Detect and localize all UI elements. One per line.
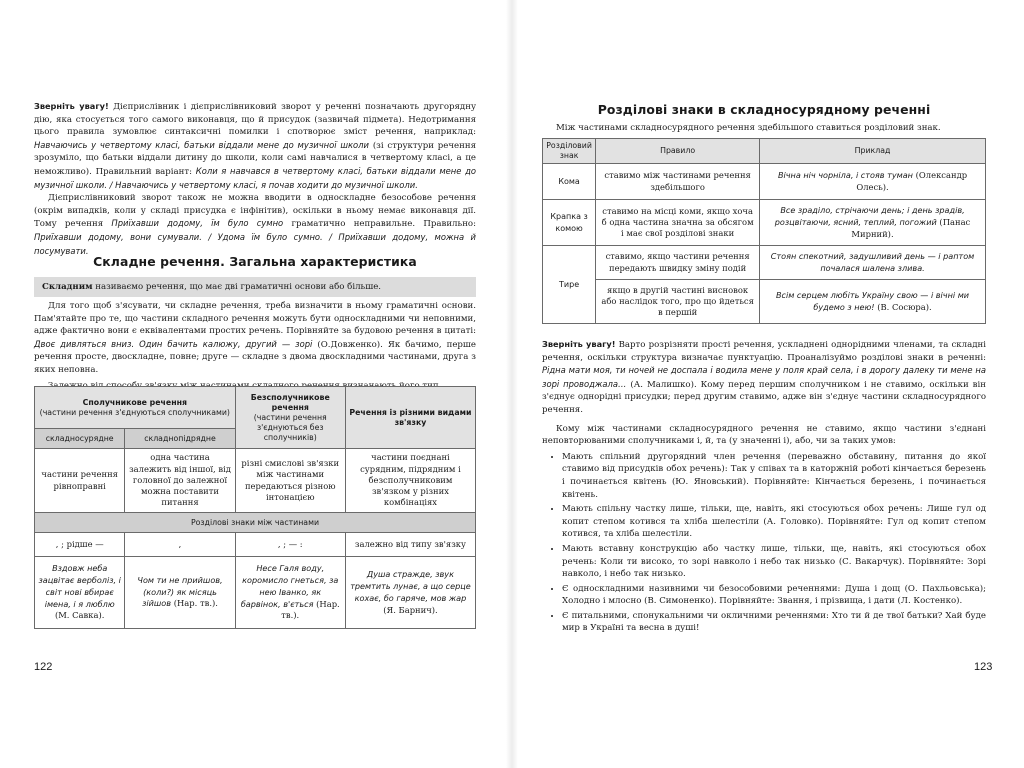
cell-example bbox=[125, 557, 235, 629]
example-text: Стоян спекотний, задушливий день — і раптом почалася шалена злива. bbox=[770, 250, 975, 273]
punctuation-table-wrap bbox=[542, 138, 986, 324]
intro-text-block bbox=[34, 300, 476, 392]
definition-term: Складним bbox=[42, 282, 93, 292]
header-subordinate: складнопідрядне bbox=[125, 429, 235, 449]
page-number-right: 123 bbox=[974, 661, 993, 673]
paragraph-text: Як бачимо, перше речення просте, двоскладне, повне; друге — складне з двома двоскладними частинами, друга з яких неповна. bbox=[34, 339, 476, 375]
example-source: (А. Малишко). bbox=[630, 379, 697, 390]
example-source: (Панас Мирний). bbox=[851, 216, 971, 239]
example-source: (Олександр Олесь). bbox=[856, 170, 968, 192]
section-title-complex-sentence: Складне речення. Загальна характеристика bbox=[93, 254, 417, 269]
paragraph-text: граматично неправильне. Правильно: bbox=[291, 219, 476, 230]
punctuation-header: Розділові знаки між частинами bbox=[35, 513, 476, 533]
definition-box bbox=[34, 277, 476, 297]
cell-punctuation: , ; рідше — bbox=[35, 533, 125, 557]
grammar-basis-paragraph bbox=[34, 300, 476, 377]
example-text: Несе Галя воду, коромисло гнеться, за нею Іванко, як барвінок, в'ється bbox=[240, 563, 339, 609]
attention-block-left bbox=[34, 100, 476, 258]
example-sentence: Приїхавши додому, їм було сумно bbox=[111, 218, 284, 229]
page-number-left: 122 bbox=[34, 661, 53, 673]
cell-example bbox=[760, 246, 986, 280]
cell-example bbox=[760, 200, 986, 246]
attention-label: Зверніть увагу! bbox=[34, 101, 109, 111]
header-rule: Правило bbox=[596, 139, 760, 164]
punctuation-intro: Між частинами складносурядного речення здебільшого ставиться розділовий знак. bbox=[556, 123, 941, 133]
punctuation-table bbox=[542, 138, 986, 324]
cell-example bbox=[235, 557, 345, 629]
header-mark: Розділовий знак bbox=[543, 139, 596, 164]
example-source: (О.Довженко). bbox=[317, 339, 383, 350]
section-title-punctuation: Розділові знаки в складносурядному реченні bbox=[597, 102, 931, 117]
sentence-types-table bbox=[34, 386, 476, 629]
explanation: (зі структури речення зрозуміло, що батьки віддали дитину до школи, коли самі навчалися в четвертому класі, а це неможливо). Правильний варіант: bbox=[34, 140, 476, 177]
list-item: • Мають вставну конструкцію або частку лише, тільки, ще, навіть, які стосуються обох речень: Коли ти високо, то зорі навколо і небо так низько (С. Вакарчук). Порівняйте: Зорі навколо, і небо так низько. bbox=[562, 543, 986, 581]
cell-punctuation: залежно від типу зв'язку bbox=[345, 533, 475, 557]
cell-punctuation: , ; — : bbox=[235, 533, 345, 557]
example-source: (М. Савка). bbox=[54, 610, 105, 621]
cell-description: частини речення рівноправні bbox=[35, 449, 125, 513]
cell-example bbox=[345, 557, 475, 629]
attention-text: Варто розрізняти прості речення, ускладнені однорідними членами, та складні речення, оскільки структура визначає пунктуацію. Проаналізуймо розділові знаки в реченні: bbox=[542, 340, 986, 363]
rule-intro: Кому між частинами складносурядного речення не ставимо, якщо частини з'єднані неповторюваними сполучниками і, й, та (у значенні і), або, чи за таких умов: bbox=[542, 423, 986, 447]
attention-block-right bbox=[542, 338, 986, 637]
corrected-example: Коли я навчався в четвертому класі, батьки віддали мене до музичної школи. / Навчаючись у четвертому класі, я почав ходити до музичної школи. bbox=[34, 165, 476, 190]
attention-label: Зверніть увагу! bbox=[542, 339, 616, 349]
example-source: (Я. Барнич). bbox=[383, 604, 438, 615]
cell-rule: ставимо між частинами речення здебільшого bbox=[596, 164, 760, 200]
list-item: • Є односкладними називними чи безособовими реченнями: Душа і дощ (О. Пахльовська); Холодно і млосно (В. Симоненко). Порівняйте: Звання, і прізвища, і дати (Л. Костенко). bbox=[562, 583, 986, 608]
cell-punctuation: , bbox=[125, 533, 235, 557]
cell-description: одна частина залежить від іншої, від головної до залежної можна поставити питання bbox=[125, 449, 235, 513]
example-text: Чом ти не прийшов, (коли?) як місяць зійшов bbox=[137, 574, 223, 609]
example-text: Вічна ніч чорніла, і стояв туман bbox=[777, 170, 913, 180]
header-nonconjunctive bbox=[235, 387, 345, 449]
example-text: Душа стражде, звук тремтить лунає, а що серце кохає, бо гаряче, мов жар bbox=[350, 569, 471, 603]
cell-rule: ставимо на місці коми, якщо хоча б одна частина значна за обсягом і має свої розділові знаки bbox=[596, 200, 760, 246]
example-sentence: Навчаючись у четвертому класі, батьки віддали мене до музичної школи bbox=[34, 139, 369, 150]
paragraph-text: Дієприслівниковий зворот також не можна вводити в односкладне безособове речення (окрім випадків, коли у складі присудка є інфінітив), оскільки в ньому немає виконавця дії. Тому речення bbox=[34, 193, 476, 230]
example-text: Всім серцем любіть Україну свою — і вічні ми будемо з нею! bbox=[775, 289, 970, 312]
cell-rule: ставимо, якщо частини речення передають швидку зміну подій bbox=[596, 246, 760, 280]
header-coordinate: складносурядне bbox=[35, 429, 125, 449]
conditions-list bbox=[542, 451, 986, 635]
participle-paragraph bbox=[34, 192, 476, 258]
header-nonconjunctive-title: Безсполучникове речення bbox=[250, 392, 330, 412]
header-conjunctive-sub: (частини речення з'єднуються сполучниками) bbox=[39, 407, 230, 417]
example-source: (Нар. тв.). bbox=[281, 598, 340, 621]
example-sentence: Рідна мати моя, ти ночей не доспала і водила мене у поля край села, і в дорогу далеку ти мене на зорі проводжала… bbox=[542, 365, 986, 389]
definition-text: називаємо речення, що має дві граматичні основи або більше. bbox=[95, 282, 382, 292]
cell-rule: якщо в другій частині висновок або наслідок того, про що йдеться в першій bbox=[596, 280, 760, 324]
example-source: (Нар. тв.). bbox=[173, 598, 218, 609]
attention-paragraph bbox=[542, 338, 986, 417]
cell-example bbox=[760, 280, 986, 324]
header-mixed-title: Речення із різними видами зв'язку bbox=[349, 407, 472, 427]
example-sentence: Двоє дивляться вниз. Один бачить калюжу, другий — зорі bbox=[34, 338, 313, 349]
cell-example bbox=[35, 557, 125, 629]
cell-mark: Тире bbox=[543, 246, 596, 324]
cell-description: різні смислові зв'язки між частинами передаються різною інтонацією bbox=[235, 449, 345, 513]
example-text: Вздовж неба зацвітає верболіз, і світ нові вбирає імена, і я люблю bbox=[38, 563, 121, 609]
header-conjunctive bbox=[35, 387, 236, 429]
corrected-example: Приїхавши додому, вони сумували. / Удома їм було сумно. / Приїхавши додому, можна й посумувати. bbox=[34, 231, 476, 256]
attention-paragraph bbox=[34, 100, 476, 192]
cell-mark: Крапка з комою bbox=[543, 200, 596, 246]
header-example: Приклад bbox=[760, 139, 986, 164]
header-conjunctive-title: Сполучникове речення bbox=[82, 397, 187, 407]
example-source: (В. Сосюра). bbox=[877, 301, 932, 312]
cell-mark: Кома bbox=[543, 164, 596, 200]
paragraph-text: Для того щоб з'ясувати, чи складне речення, треба визначити в ньому граматичні основи. Пам'ятайте про те, що частини складного речення можуть бути односкладними чи неповними, адже фактично вони є еквівалентами простих речень. Порівняйте за будовою речення в цитаті: bbox=[34, 301, 476, 337]
example-text: Все зраділо, стрічаючи день; і день зрадів, розцвітаючи, ясний, теплий, погожий bbox=[774, 205, 965, 227]
right-page bbox=[512, 0, 1024, 768]
list-item: • Мають спільний другорядний член речення (переважно обставину, питання до якої ставимо від присудків обох речень): Так у співах та в каторжній роботі кінчається березень і починається квітень (Ю. Яновський). Порівняйте: Кінчається березень, і починається квітень. bbox=[562, 451, 986, 501]
attention-text: Дієприслівник і дієприслівниковий зворот у реченні позначають другорядну дію, яка стосується того самого виконавця, що й присудок (зазвичай підмета). Недотримання цього правила зумовлює синтаксичні помилки і спотворює зміст речення, наприклад: bbox=[34, 102, 476, 138]
cell-example bbox=[760, 164, 986, 200]
list-item: • Мають спільну частку лише, тільки, ще, навіть, які стосуються обох речень: Лише гул од копит степом котився та хліба шелестіли (А. Головко). Порівняйте: Гул од копит степом котився, та хліба шелестіли. bbox=[562, 503, 986, 541]
cell-description: частини поєднані сурядним, підрядним і безсполучниковим зв'язком у різних комбінаціях bbox=[345, 449, 475, 513]
sentence-types-table-wrap bbox=[34, 386, 476, 629]
header-nonconjunctive-sub: (частини речення з'єднуються без сполучників) bbox=[253, 412, 327, 442]
attention-text: Кому перед першим сполучником і не ставимо, оскільки він з'єднує однорідні присудки; перед другим ставимо, адже він з'єднує частини складносурядного речення. bbox=[542, 379, 987, 415]
header-mixed bbox=[345, 387, 475, 449]
list-item: • Є питальними, спонукальними чи окличними реченнями: Хто ти й де твої батьки? Хай буде мир в Україні та весна в душі! bbox=[562, 610, 986, 635]
